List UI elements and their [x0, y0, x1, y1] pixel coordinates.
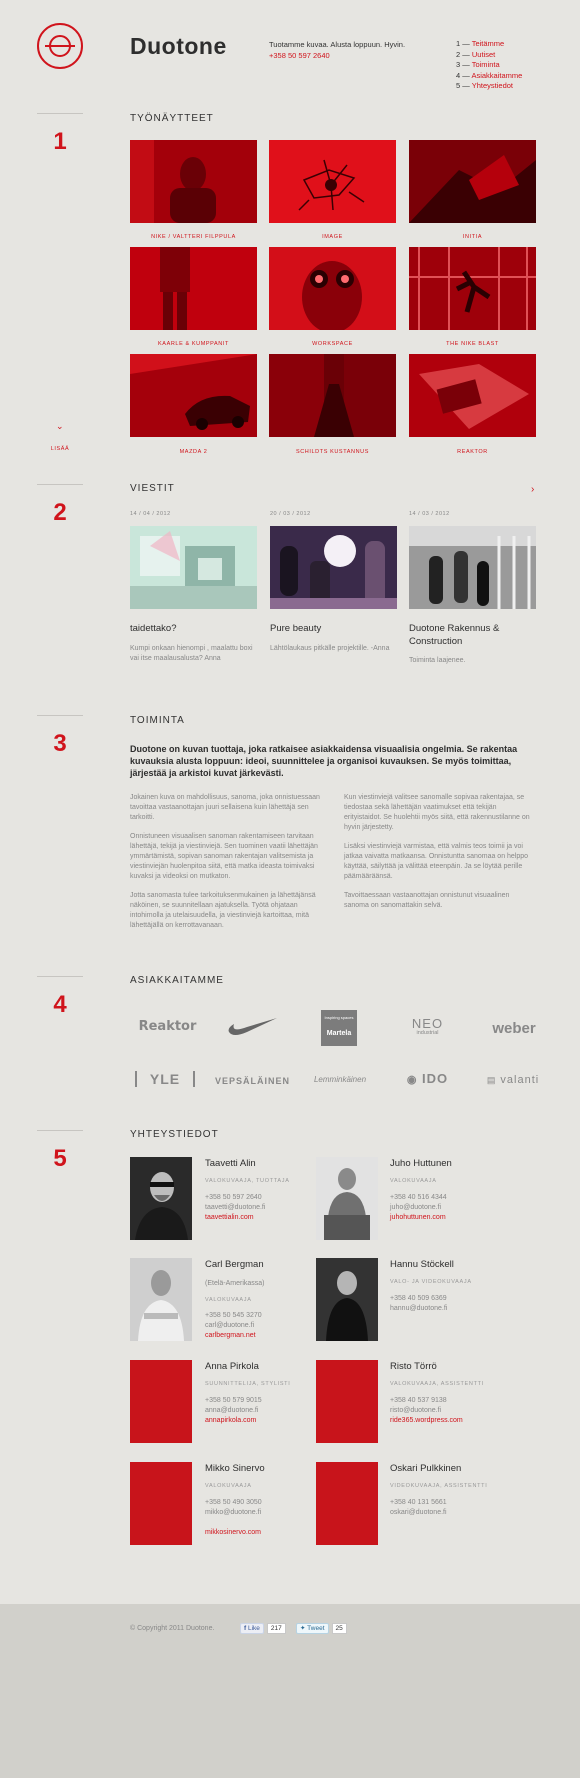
work-thumb[interactable] — [409, 247, 536, 330]
section-divider — [37, 715, 83, 716]
work-thumb[interactable] — [269, 140, 396, 223]
person-photo — [130, 1258, 192, 1341]
post-excerpt: Kumpi onkaan hienompi , maalattu boxi vai itse maalausalusta? Anna — [130, 645, 253, 662]
work-caption[interactable]: NIKE / VALTTERI FILPPULA — [151, 234, 236, 240]
person-name: Mikko Sinervo — [205, 1463, 265, 1474]
section-title-clients: ASIAKKAITAMME — [130, 975, 224, 986]
person-details: +358 40 131 5661 oskari@duotone.fi — [390, 1499, 447, 1516]
section-divider — [37, 976, 83, 977]
brand-name[interactable]: Duotone — [130, 33, 227, 59]
client-logo-yle: YLE — [135, 1071, 195, 1087]
logo-icon[interactable] — [37, 23, 83, 69]
twitter-tweet[interactable] — [296, 1623, 347, 1634]
person-website-link[interactable]: mikkosinervo.com — [205, 1529, 262, 1536]
nav-item-4[interactable]: 4 — Asiakkaitamme — [456, 70, 523, 80]
toiminta-col-left: Jokainen kuva on mahdollisuus, sanoma, joka onnistuessaan tavoittaa vastaanottajan juuri sellaisena kuin lähettäjä sen tarkoitti. Onnistuneen visuaalisen sanoman rakentamiseen tarvitaan lähettäjä, tekijä ja viestinviejä. Sen tuominen vaatii lähettäjän ymmärtämistä, sopivan sanoman rakentajan valitsemista ja viestinviejän huolenpitoa siitä, että matka ideasta toimivaksi kuvaksi ja videoksi on mutkaton. Jotta sanomasta tulee tarkoituksenmukainen ja lähettäjänsä näköinen, se suunnitellaan ajatuksella. Työtä ohjataan intohimolla ja utelaisuudella, ja viestinviejä kartoittaa, mitä lähettäjällä on kerrottavanaan. — [130, 794, 320, 929]
post-title[interactable]: Duotone Rakennus & Construction — [409, 623, 500, 647]
post-image[interactable] — [270, 526, 397, 609]
work-thumb[interactable] — [130, 140, 257, 223]
facebook-like-button[interactable]: f Like — [240, 1623, 264, 1634]
person-name: Risto Törrö — [390, 1361, 437, 1372]
toiminta-lead: Duotone on kuvan tuottaja, joka ratkaisee asiakkaidensa visuaalisia ongelmia. Se rakentaa kuvauksia alusta loppuun: ideoi, suunnittelee ja organisoi kuvauksen. Se myös toimittaa, järjestää ja arkistoi kuvat järkevästi. — [130, 744, 518, 778]
person-photo — [316, 1157, 378, 1240]
toiminta-col-right: Kun viestinviejä valitsee sanomalle sopivaa rakentajaa, se tiedostaa sekä lähettäjän vaatimukset että tekijän erityistaidot. Se huolehtii myös siitä, että rakennustilanne on hyvin järjestetty. Lisäksi viestinviejä varmistaa, että valmis teos toimii ja voi jatkaa vaivatta matkaansa. Onnistuntta sanomaa on helppo käyttää, säilyttää ja välittää eteenpäin. Ja se löytää perille päämääräänsä. Tavoittaessaan vastaanottajan onnistunut visuaalinen sanoma on sanomattakin selvä. — [344, 794, 530, 909]
post-title[interactable]: taidettako? — [130, 623, 177, 634]
person-name: Oskari Pulkkinen — [390, 1463, 462, 1474]
post-date: 20 / 03 / 2012 — [270, 511, 311, 517]
person-details: +358 40 537 9138 risto@duotone.fi ride365.wordpress.com — [390, 1397, 463, 1424]
person-name: Carl Bergman — [205, 1259, 264, 1270]
work-caption[interactable]: THE NIKE BLAST — [446, 341, 499, 347]
tweet-button[interactable]: ✦ Tweet — [296, 1623, 329, 1634]
person-photo-placeholder — [316, 1360, 378, 1443]
client-logo-lemminkainen: Lemminkäinen — [313, 1075, 367, 1084]
person-website-link[interactable]: juhohuttunen.com — [390, 1214, 446, 1221]
section-number-3: 3 — [53, 730, 67, 757]
person-details: +358 50 597 2640 taavetti@duotone.fi taavettialin.com — [205, 1194, 266, 1221]
section-title-posts: VIESTIT — [130, 483, 175, 494]
nike-swoosh-icon — [225, 1014, 280, 1038]
post-image[interactable] — [130, 526, 257, 609]
client-logo-vepsalainen: VEPSÄLÄINEN — [215, 1076, 291, 1086]
twitter-bird-icon: ✦ — [300, 1625, 306, 1632]
work-caption[interactable]: MAZDA 2 — [179, 449, 208, 455]
person-details: +358 40 516 4344 juho@duotone.fi juhohuttunen.com — [390, 1194, 447, 1221]
post-date: 14 / 03 / 2012 — [409, 511, 450, 517]
person-role: VIDEOKUVAAJA, ASSISTENTTI — [390, 1483, 488, 1489]
tweet-count: 25 — [332, 1623, 347, 1634]
section-title-toiminta: TOIMINTA — [130, 715, 185, 726]
work-thumb[interactable] — [269, 247, 396, 330]
person-website-link[interactable]: ride365.wordpress.com — [390, 1417, 463, 1424]
copyright: © Copyright 2011 Duotone. — [130, 1625, 215, 1632]
section-divider — [37, 1130, 83, 1131]
more-works-link[interactable]: LISÄÄ — [50, 446, 70, 452]
client-logo-martela: Inspiring spaces Martela — [321, 1010, 357, 1046]
post-title[interactable]: Pure beauty — [270, 623, 322, 634]
facebook-like[interactable] — [240, 1623, 286, 1634]
nav-item-3[interactable]: 3 — Toiminta — [456, 60, 500, 69]
work-caption[interactable]: REAKTOR — [457, 449, 488, 455]
section-number-1: 1 — [53, 128, 67, 155]
work-thumb[interactable] — [269, 354, 396, 437]
section-number-2: 2 — [53, 499, 67, 526]
person-role: VALOKUVAAJA — [390, 1178, 437, 1184]
post-excerpt: Lähtölaukaus pitkälle projektille. -Anna — [270, 645, 390, 652]
work-thumb[interactable] — [409, 140, 536, 223]
person-role: VALOKUVAAJA — [205, 1483, 252, 1489]
work-caption[interactable]: WORKSPACE — [312, 341, 353, 347]
post-excerpt: Toiminta laajenee. — [409, 657, 466, 664]
section-title-works: TYÖNÄYTTEET — [130, 113, 214, 124]
person-name: Taavetti Alin — [205, 1158, 256, 1169]
chevron-down-icon[interactable]: ⌄ — [56, 421, 64, 431]
person-role: VALOKUVAAJA — [205, 1297, 252, 1303]
header-phone: +358 50 597 2640 — [269, 51, 330, 60]
chevron-right-icon[interactable]: › — [531, 484, 535, 495]
person-name: Juho Huttunen — [390, 1158, 452, 1169]
post-image[interactable] — [409, 526, 536, 609]
work-thumb[interactable] — [130, 247, 257, 330]
person-role: VALOKUVAAJA, TUOTTAJA — [205, 1178, 290, 1184]
person-website-link[interactable]: carlbergman.net — [205, 1332, 256, 1339]
section-number-4: 4 — [53, 991, 67, 1018]
work-caption[interactable]: IMAGE — [322, 234, 343, 240]
person-role: VALO- JA VIDEOKUVAAJA — [390, 1279, 472, 1285]
tagline: Tuotamme kuvaa. Alusta loppuun. Hyvin. +358 50 597 2640 — [269, 40, 406, 60]
section-divider — [37, 484, 83, 485]
work-caption[interactable]: INITIA — [462, 234, 483, 240]
nav-item-1[interactable]: 1 — Teitämme — [456, 39, 505, 48]
nav-item-5[interactable]: 5 — Yhteystiedot — [456, 81, 513, 90]
person-details: +358 40 509 6369 hannu@duotone.fi — [390, 1295, 448, 1312]
person-photo — [130, 1157, 192, 1240]
person-photo — [316, 1258, 378, 1341]
section-divider — [37, 113, 83, 114]
work-thumb[interactable] — [130, 354, 257, 437]
post-date: 14 / 04 / 2012 — [130, 511, 171, 517]
person-details: +358 50 579 9015 anna@duotone.fi annapirkola.com — [205, 1397, 262, 1424]
person-name: Anna Pirkola — [205, 1361, 259, 1372]
work-caption[interactable]: KAARLE & KUMPPANIT — [158, 341, 229, 347]
section-title-contacts: YHTEYSTIEDOT — [130, 1129, 219, 1140]
person-role: VALOKUVAAJA, ASSISTENTTI — [390, 1381, 484, 1387]
person-note: (Etelä-Amerikassa) — [205, 1280, 265, 1287]
person-website-link[interactable]: annapirkola.com — [205, 1417, 257, 1424]
work-caption[interactable]: SCHILDTS KUSTANNUS — [295, 449, 370, 455]
client-logo-neo: NEO industrial — [411, 1016, 444, 1036]
person-name: Hannu Stöckell — [390, 1259, 454, 1270]
top-nav — [456, 39, 522, 92]
person-photo-placeholder — [130, 1462, 192, 1545]
client-logo-ido: ◉ IDO — [406, 1071, 449, 1086]
work-thumb[interactable] — [409, 354, 536, 437]
person-role: SUUNNITTELIJA, STYLISTI — [205, 1381, 291, 1387]
person-photo-placeholder — [316, 1462, 378, 1545]
like-count: 217 — [267, 1623, 286, 1634]
client-logo-weber: weber — [492, 1020, 536, 1037]
client-logo-valanti: ▤ valanti — [486, 1074, 540, 1086]
person-details: +358 50 490 3050 mikko@duotone.fi mikkosinervo.com — [205, 1499, 262, 1536]
person-details: +358 50 545 3270 carl@duotone.fi carlbergman.net — [205, 1312, 262, 1339]
client-logo-reaktor: Reaktor — [138, 1019, 197, 1034]
person-website-link[interactable]: taavettialin.com — [205, 1214, 254, 1221]
person-photo-placeholder — [130, 1360, 192, 1443]
nav-item-2[interactable]: 2 — Uutiset — [456, 49, 496, 59]
section-number-5: 5 — [53, 1145, 67, 1172]
footer — [0, 1604, 580, 1778]
